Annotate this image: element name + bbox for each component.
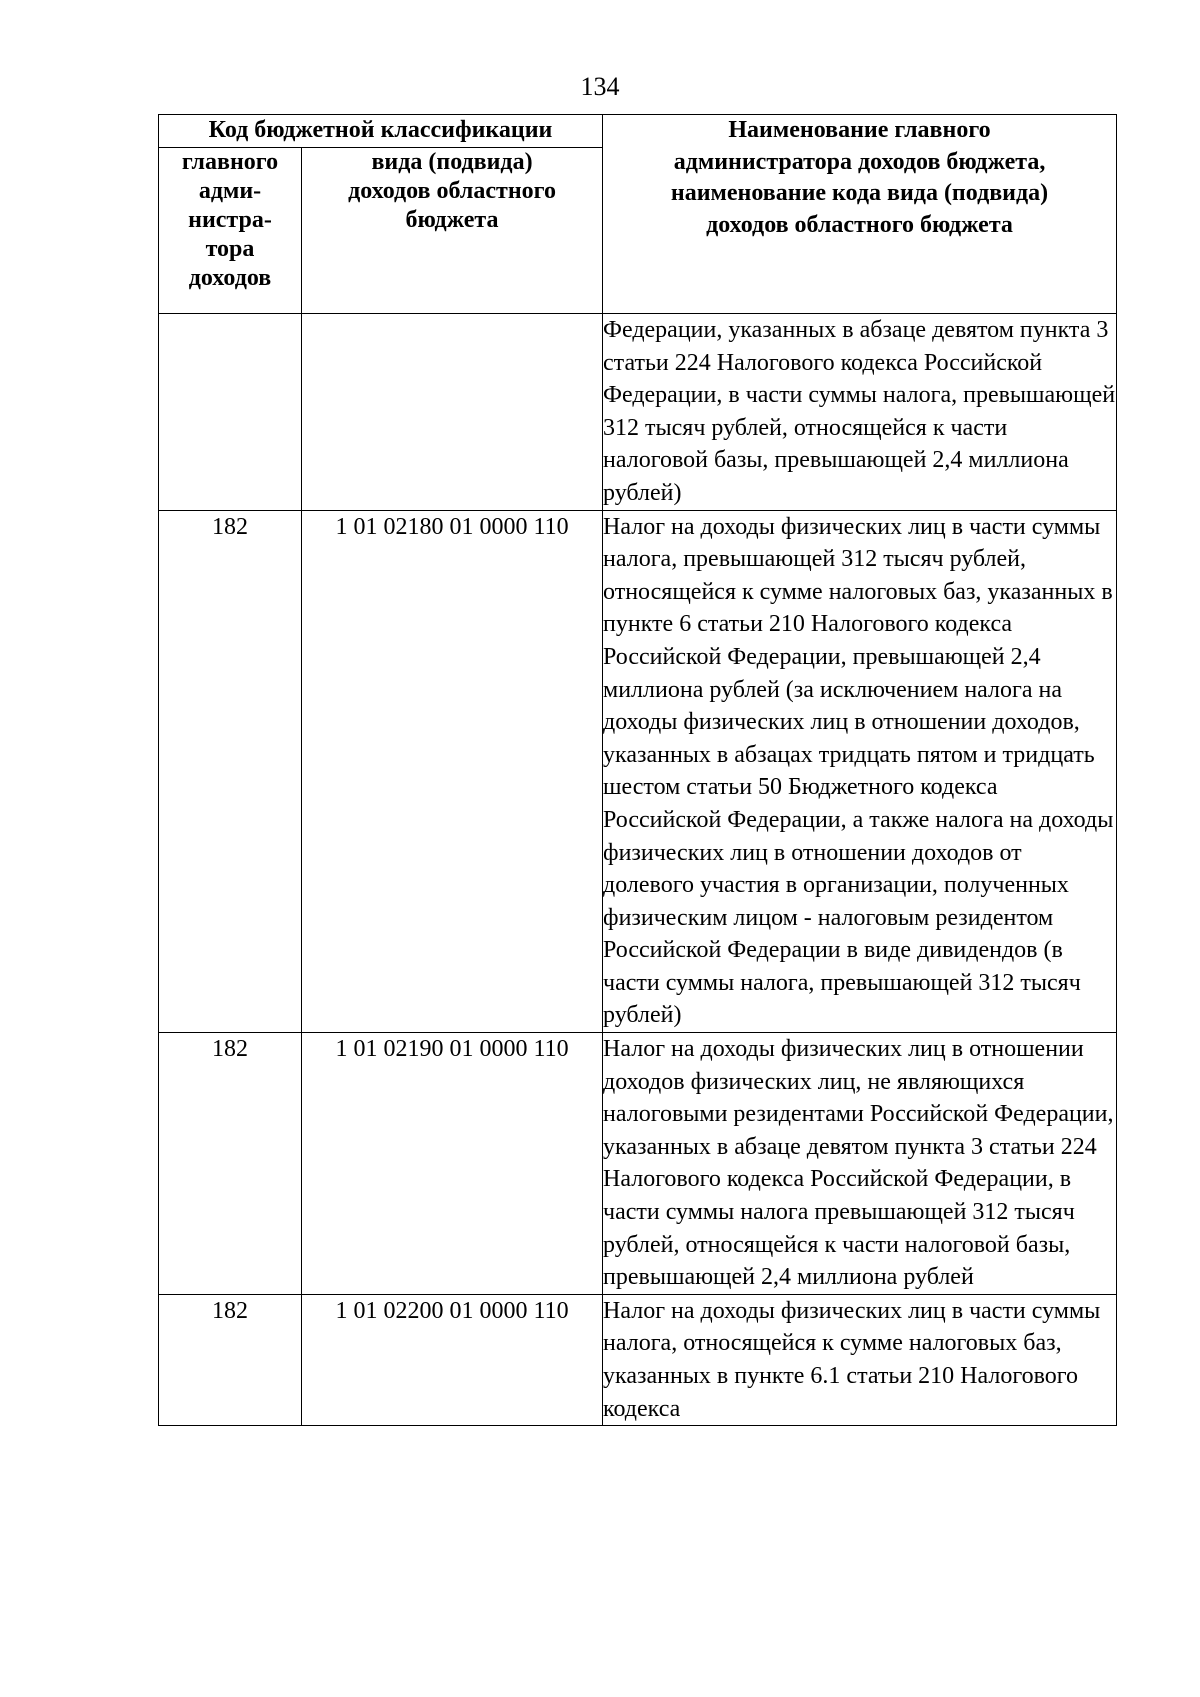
table-row — [159, 510, 1117, 1033]
income-code-cell: 1 01 02200 01 0000 110 — [302, 1294, 603, 1425]
header-code-line: доходов областного — [348, 178, 556, 204]
header-name-line: Наименование главного — [728, 117, 991, 143]
description-cell: Налог на доходы физических лиц в части суммы налога, относящейся к сумме налоговых баз, указанных в пункте 6.1 статьи 210 Налогового кодекса — [603, 1294, 1117, 1425]
admin-code-cell: 182 — [159, 510, 302, 1033]
admin-code-cell: 182 — [159, 1033, 302, 1295]
header-admin-line: адми- — [198, 178, 262, 204]
header-code-line: бюджета — [405, 207, 499, 233]
description-cell: Федерации, указанных в абзаце девятом пункта 3 статьи 224 Налогового кодекса Российской Федерации, в части суммы налога, превышающей 312 тысяч рублей, относящейся к части налоговой базы, превышающей 2,4 миллиона рублей) — [603, 314, 1117, 511]
header-admin-line: тора — [205, 236, 255, 262]
admin-code-cell: 182 — [159, 1294, 302, 1425]
header-administrator-name — [603, 115, 1117, 314]
income-code-cell — [302, 314, 603, 511]
page-number: 134 — [580, 72, 620, 101]
income-code-cell: 1 01 02180 01 0000 110 — [302, 510, 603, 1033]
header-name-line: доходов областного бюджета — [706, 211, 1013, 238]
description-cell: Налог на доходы физических лиц в отношении доходов физических лиц, не являющихся налоговыми резидентами Российской Федерации, указанных в абзаце девятом пункта 3 статьи 224 Налогового кодекса Российской Федерации, в части суммы налога превышающей 312 тысяч рублей, относящейся к части налоговой базы, превышающей 2,4 миллиона рублей — [603, 1033, 1117, 1295]
income-code-cell: 1 01 02190 01 0000 110 — [302, 1033, 603, 1295]
budget-classification-table — [158, 114, 1117, 1426]
description-cell: Налог на доходы физических лиц в части суммы налога, превышающей 312 тысяч рублей, относящейся к сумме налоговых баз, указанных в пункте 6 статьи 210 Налогового кодекса Российской Федерации, превышающей 2,4 миллиона рублей (за исключением налога на доходы физических лиц в отношении доходов, указанных в абзацах тридцать пятом и тридцать шестом статьи 50 Бюджетного кодекса Российской Федерации, а также налога на доходы физических лиц в отношении доходов от долевого участия в организации, полученных физическим лицом - налоговым резидентом Российской Федерации в виде дивидендов (в части суммы налога, превышающей 312 тысяч рублей) — [603, 510, 1117, 1033]
header-code-line: вида (подвида) — [371, 149, 533, 175]
header-name-line: наименование кода вида (подвида) — [670, 180, 1049, 206]
header-row-group — [159, 115, 1117, 148]
admin-code-cell — [159, 314, 302, 511]
header-income-type — [302, 148, 603, 314]
table-row — [159, 314, 1117, 511]
header-name-line: администратора доходов бюджета, — [673, 148, 1046, 175]
table-row — [159, 1033, 1117, 1295]
header-main-administrator — [159, 148, 302, 314]
header-admin-line: главного — [181, 149, 279, 175]
header-classification-code: Код бюджетной классификации — [159, 115, 603, 148]
header-admin-line: доходов — [188, 265, 272, 291]
header-admin-line: нистра- — [188, 207, 272, 233]
table-row — [159, 1294, 1117, 1425]
